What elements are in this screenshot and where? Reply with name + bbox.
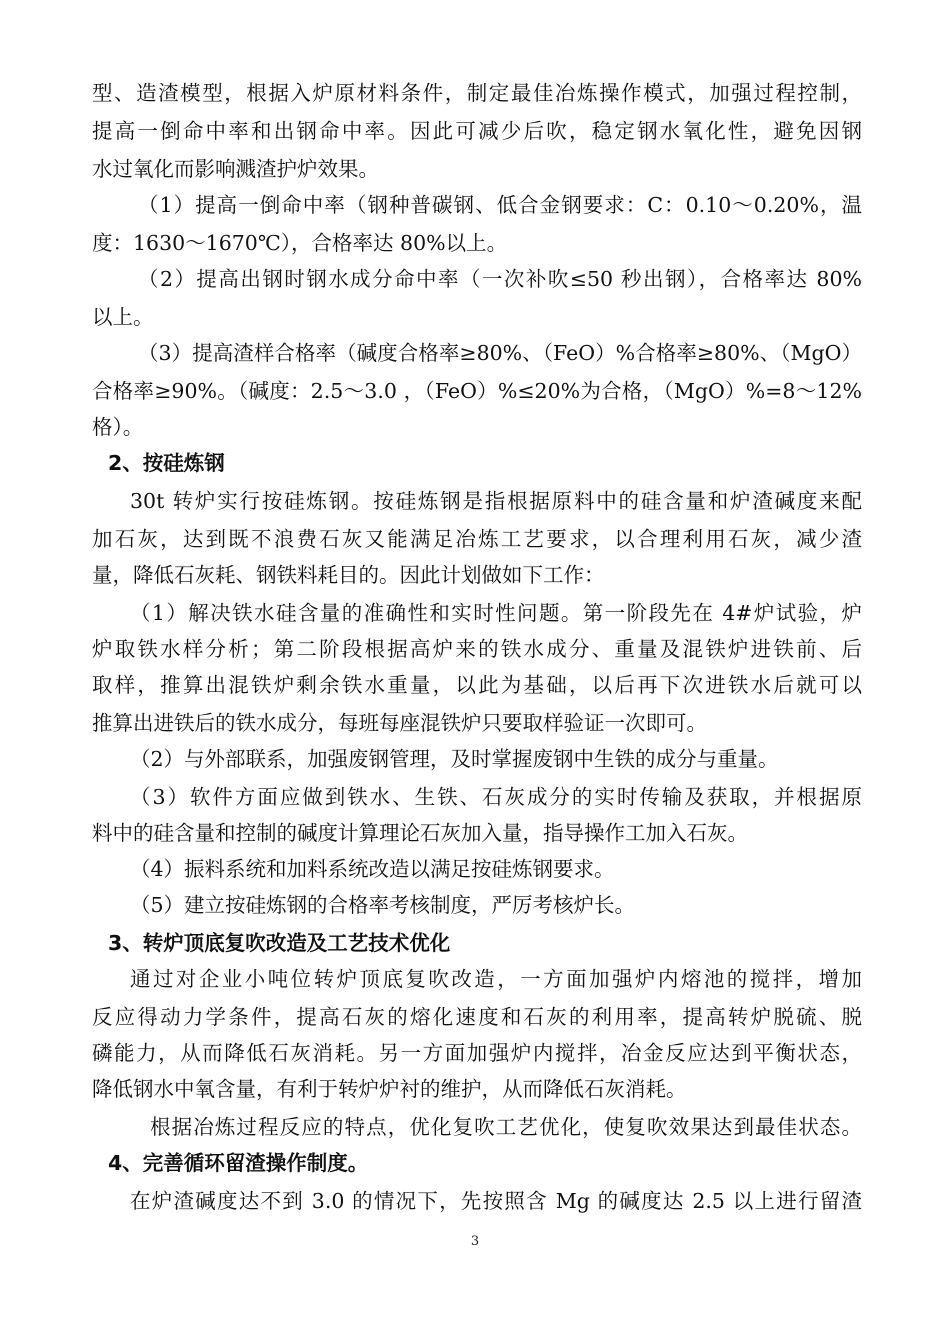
body-line: （3）提高渣样合格率（碱度合格率≥80%、（FeO）%合格率≥80%、（MgO） — [138, 341, 862, 365]
body-line: 水过氧化而影响溅渣护炉效果。 — [92, 157, 379, 181]
body-line: 格）。 — [92, 415, 144, 439]
body-line: 降低钢水中氧含量，有利于转炉炉衬的维护，从而降低石灰消耗。 — [92, 1077, 687, 1101]
body-line: 反应得动力学条件，提高石灰的熔化速度和石灰的利用率，提高转炉脱硫、脱 — [92, 1005, 862, 1029]
body-line: 炉取铁水样分析；第二阶段根据高炉来的铁水成分、重量及混铁炉进铁前、后 — [92, 637, 862, 661]
body-line: 在炉渣碱度达不到 3.0 的情况下，先按照含 Mg 的碱度达 2.5 以上进行留渣 — [130, 1189, 862, 1213]
body-line: 型、造渣模型，根据入炉原材料条件，制定最佳冶炼操作模式，加强过程控制， — [92, 81, 862, 105]
body-line: 磷能力，从而降低石灰消耗。另一方面加强炉内搅拌，冶金反应达到平衡状态， — [92, 1041, 862, 1065]
body-line: （3）软件方面应做到铁水、生铁、石灰成分的实时传输及获取，并根据原 — [130, 785, 862, 809]
body-line: 料中的硅含量和控制的碱度计算理论石灰加入量，指导操作工加入石灰。 — [92, 821, 748, 845]
body-line: （5）建立按硅炼钢的合格率考核制度，严厉考核炉长。 — [130, 893, 636, 917]
body-line: （1）提高一倒命中率（钢种普碳钢、低合金钢要求：C：0.10～0.20%，温 — [138, 193, 862, 217]
body-line: 度：1630～1670℃），合格率达 80%以上。 — [92, 231, 508, 255]
section-heading: 4、完善循环留渣操作制度。 — [108, 1151, 369, 1175]
body-line: 以上。 — [92, 305, 154, 329]
body-line: 根据冶炼过程反应的特点，优化复吹工艺优化，使复吹效果达到最佳状态。 — [150, 1115, 862, 1139]
section-heading: 3、转炉顶底复吹改造及工艺技术优化 — [108, 931, 451, 955]
page-number: 3 — [470, 1234, 480, 1249]
body-line: （1）解决铁水硅含量的准确性和实时性问题。第一阶段先在 4#炉试验，炉 — [130, 601, 862, 625]
body-line: 提高一倒命中率和出钢命中率。因此可减少后吹，稳定钢水氧化性，避免因钢 — [92, 119, 862, 143]
body-line: （4）振料系统和加料系统改造以满足按硅炼钢要求。 — [130, 857, 615, 881]
section-heading: 2、按硅炼钢 — [108, 451, 225, 475]
body-line: 量，降低石灰耗、钢铁料耗目的。因此计划做如下工作： — [92, 563, 605, 587]
body-line: 30t 转炉实行按硅炼钢。按硅炼钢是指根据原料中的硅含量和炉渣碱度来配 — [130, 489, 862, 513]
body-line: 取样，推算出混铁炉剩余铁水重量，以此为基础，以后再下次进铁水后就可以 — [92, 673, 862, 697]
body-line: （2）与外部联系，加强废钢管理，及时掌握废钢中生铁的成分与重量。 — [130, 747, 779, 771]
body-line: （2）提高出钢时钢水成分命中率（一次补吹≤50 秒出钢），合格率达 80% — [138, 267, 862, 291]
body-line: 合格率≥90%。（碱度：2.5～3.0 ，（FeO）%≤20%为合格，（MgO）%=8～12% — [92, 379, 862, 403]
body-line: 加石灰，达到既不浪费石灰又能满足冶炼工艺要求，以合理利用石灰，减少渣 — [92, 527, 862, 551]
body-line: 推算出进铁后的铁水成分，每班每座混铁炉只要取样验证一次即可。 — [92, 711, 707, 735]
body-line: 通过对企业小吨位转炉顶底复吹改造，一方面加强炉内熔池的搅拌，增加 — [130, 967, 862, 991]
